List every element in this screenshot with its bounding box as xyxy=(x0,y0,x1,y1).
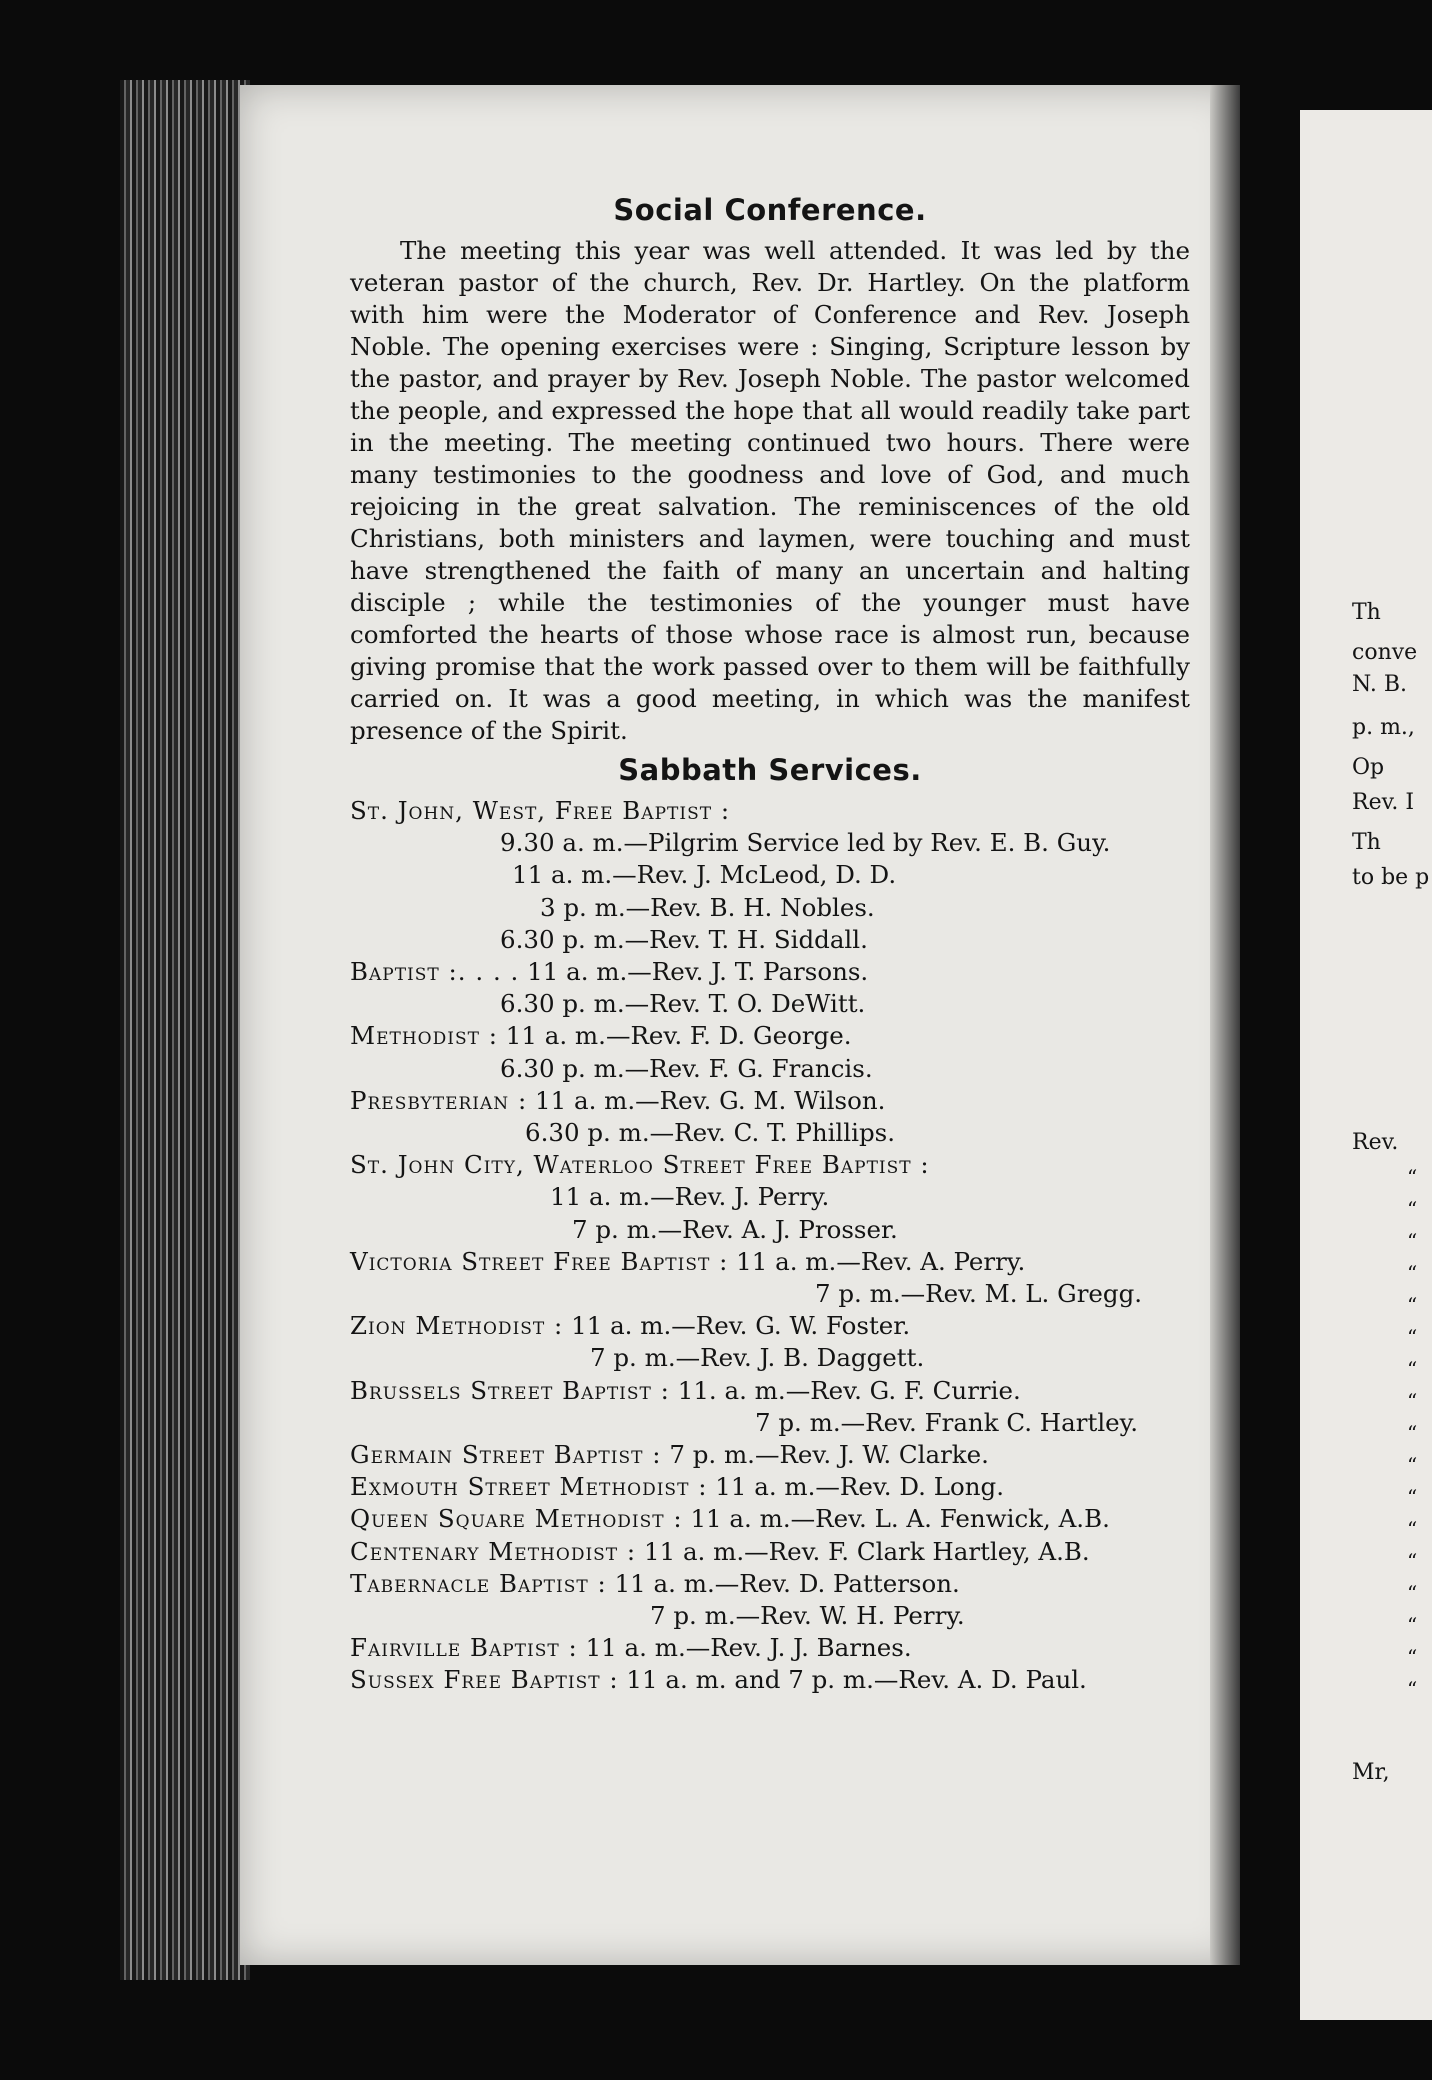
service-line xyxy=(350,795,1190,827)
service-line xyxy=(350,1632,1190,1664)
ditto-mark: “ xyxy=(1407,1613,1418,1637)
church-name: Tabernacle Baptist : xyxy=(350,1568,607,1598)
service-line xyxy=(350,892,1190,924)
service-line xyxy=(350,1149,1190,1181)
church-name: Fairville Baptist : xyxy=(350,1633,578,1663)
service-line xyxy=(350,1053,1190,1085)
service-line xyxy=(350,924,1190,956)
facing-page-fragment: Mr, xyxy=(1352,1760,1390,1785)
ditto-mark: “ xyxy=(1407,1165,1418,1189)
ditto-mark: “ xyxy=(1407,1421,1418,1445)
church-name: Exmouth Street Methodist : xyxy=(350,1472,708,1502)
ditto-mark: “ xyxy=(1407,1357,1418,1381)
ditto-mark: “ xyxy=(1407,1549,1418,1573)
ditto-mark: “ xyxy=(1407,1581,1418,1605)
service-line xyxy=(350,1278,1190,1310)
facing-page-fragment: N. B. xyxy=(1352,672,1407,697)
service-line xyxy=(350,1568,1190,1600)
church-name: St. John City, Waterloo Street Free Baptist : xyxy=(350,1150,930,1180)
ditto-mark: “ xyxy=(1407,1197,1418,1221)
service-entry: 7 p. m.—Rev. A. J. Prosser. xyxy=(572,1214,898,1244)
service-entry: 11 a. m.—Rev. A. Perry. xyxy=(736,1246,1026,1276)
church-name: Queen Square Methodist : xyxy=(350,1504,683,1534)
service-entry: 11 a. m.—Rev. D. Patterson. xyxy=(614,1568,960,1598)
church-name: Methodist : xyxy=(350,1021,498,1051)
facing-page-fragment: Th xyxy=(1352,600,1381,625)
church-name: Presbyterian : xyxy=(350,1085,528,1115)
church-name: St. John, West, Free Baptist : xyxy=(350,796,731,825)
ditto-mark: “ xyxy=(1407,1677,1418,1701)
service-line xyxy=(350,1117,1190,1149)
service-entry: 11 a. m.—Rev. G. M. Wilson. xyxy=(535,1085,886,1115)
church-name: Brussels Street Baptist : xyxy=(350,1375,670,1405)
service-entry: 7 p. m.—Rev. M. L. Gregg. xyxy=(815,1279,1143,1309)
service-entry: 7 p. m.—Rev. W. H. Perry. xyxy=(650,1601,965,1631)
church-name: Baptist :. . . . xyxy=(350,957,520,987)
service-line xyxy=(350,1085,1190,1117)
service-line xyxy=(350,1536,1190,1568)
conference-heading: Social Conference. xyxy=(613,193,927,227)
service-line xyxy=(350,1246,1190,1278)
service-entry: 11 a. m.—Rev. L. A. Fenwick, A.B. xyxy=(690,1504,1110,1534)
ditto-mark: “ xyxy=(1407,1453,1418,1477)
service-entry: 11 a. m.—Rev. J. J. Barnes. xyxy=(585,1633,912,1663)
ditto-mark: “ xyxy=(1407,1229,1418,1253)
service-line xyxy=(350,988,1190,1020)
facing-page-fragment: conve xyxy=(1352,640,1418,665)
book-page xyxy=(240,85,1240,1965)
page-edges xyxy=(120,80,250,1980)
ditto-mark: “ xyxy=(1407,1517,1418,1541)
service-line xyxy=(350,1020,1190,1052)
facing-page-fragment: Op xyxy=(1352,755,1385,780)
service-line xyxy=(350,1471,1190,1503)
service-entry: 11. a. m.—Rev. G. F. Currie. xyxy=(677,1375,1021,1405)
facing-page xyxy=(1300,110,1432,2020)
church-name: Sussex Free Baptist : xyxy=(350,1665,619,1695)
service-entry: 11 a. m.—Rev. F. D. George. xyxy=(505,1021,852,1051)
service-entry: 11 a. m.—Rev. J. Perry. xyxy=(550,1182,830,1212)
service-entry: 6.30 p. m.—Rev. C. T. Phillips. xyxy=(525,1118,895,1148)
services-list xyxy=(350,795,1190,1697)
service-entry: 11 a. m.—Rev. J. T. Parsons. xyxy=(527,957,869,987)
service-line xyxy=(350,956,1190,988)
service-line xyxy=(350,1310,1190,1342)
service-line xyxy=(350,1600,1190,1632)
church-name: Victoria Street Free Baptist : xyxy=(350,1246,729,1276)
facing-page-fragment: to be p xyxy=(1352,865,1430,890)
ditto-mark: “ xyxy=(1407,1485,1418,1509)
service-entry: 11 a. m.—Rev. J. McLeod, D. D. xyxy=(512,860,897,890)
service-line xyxy=(350,1375,1190,1407)
facing-page-fragment: Th xyxy=(1352,830,1381,855)
service-line xyxy=(350,1342,1190,1374)
service-entry: 7 p. m.—Rev. J. B. Daggett. xyxy=(590,1343,925,1373)
service-line xyxy=(350,1503,1190,1535)
service-entry: 6.30 p. m.—Rev. T. O. DeWitt. xyxy=(500,989,866,1019)
page-content xyxy=(350,193,1190,1697)
service-line xyxy=(350,1664,1190,1696)
ditto-mark: “ xyxy=(1407,1645,1418,1669)
service-entry: 9.30 a. m.—Pilgrim Service led by Rev. E. B. Guy. xyxy=(500,828,1111,858)
service-entry: 11 a. m.—Rev. F. Clark Hartley, A.B. xyxy=(643,1536,1090,1566)
ditto-mark: “ xyxy=(1407,1325,1418,1349)
service-entry: 11 a. m.—Rev. D. Long. xyxy=(715,1472,1004,1502)
page-gutter xyxy=(1210,85,1240,1965)
service-entry: 6.30 p. m.—Rev. T. H. Siddall. xyxy=(500,924,868,954)
service-entry: 7 p. m.—Rev. Frank C. Hartley. xyxy=(755,1407,1139,1437)
service-line xyxy=(350,1439,1190,1471)
service-line xyxy=(350,1407,1190,1439)
church-name: Germain Street Baptist : xyxy=(350,1440,662,1470)
facing-page-fragment: p. m., xyxy=(1352,715,1415,740)
church-name: Zion Methodist : xyxy=(350,1311,564,1341)
facing-page-fragment: Rev. xyxy=(1352,1130,1399,1155)
service-entry: 3 p. m.—Rev. B. H. Nobles. xyxy=(540,892,875,922)
conference-paragraph: The meeting this year was well attended. It was led by the veteran pastor of the church, Rev. Dr. Hartley. On the platform with him were the Moderator of Conference and Rev. Joseph Noble. The opening exercises were : Singing, Scripture lesson by the pastor, and prayer by Rev. Joseph Noble. The pastor welcomed the people, and expressed the hope that all would readily take part in the meeting. The meeting continued two hours. There were many testimonies to the goodness and love of God, and much rejoicing in the great salvation. The reminiscences of the old Christians, both ministers and laymen, were touching and must have strengthened the faith of many an uncertain and halting disciple ; while the testimonies of the younger must have comforted the hearts of those whose race is almost run, because giving promise that the work passed over to them will be faithfully carried on. It was a good meeting, in which was the manifest presence of the Spirit. xyxy=(350,236,1190,745)
service-entry: 11 a. m.—Rev. G. W. Foster. xyxy=(571,1311,911,1341)
ditto-mark: “ xyxy=(1407,1261,1418,1285)
facing-page-fragment: Rev. I xyxy=(1352,790,1415,815)
service-line xyxy=(350,1181,1190,1213)
services-heading: Sabbath Services. xyxy=(618,753,922,787)
service-line xyxy=(350,859,1190,891)
ditto-mark: “ xyxy=(1407,1389,1418,1413)
service-entry: 6.30 p. m.—Rev. F. G. Francis. xyxy=(500,1053,873,1083)
service-entry: 11 a. m. and 7 p. m.—Rev. A. D. Paul. xyxy=(626,1665,1087,1695)
service-line xyxy=(350,827,1190,859)
ditto-mark: “ xyxy=(1407,1293,1418,1317)
service-entry: 7 p. m.—Rev. J. W. Clarke. xyxy=(669,1440,989,1470)
service-line xyxy=(350,1214,1190,1246)
church-name: Centenary Methodist : xyxy=(350,1536,637,1566)
